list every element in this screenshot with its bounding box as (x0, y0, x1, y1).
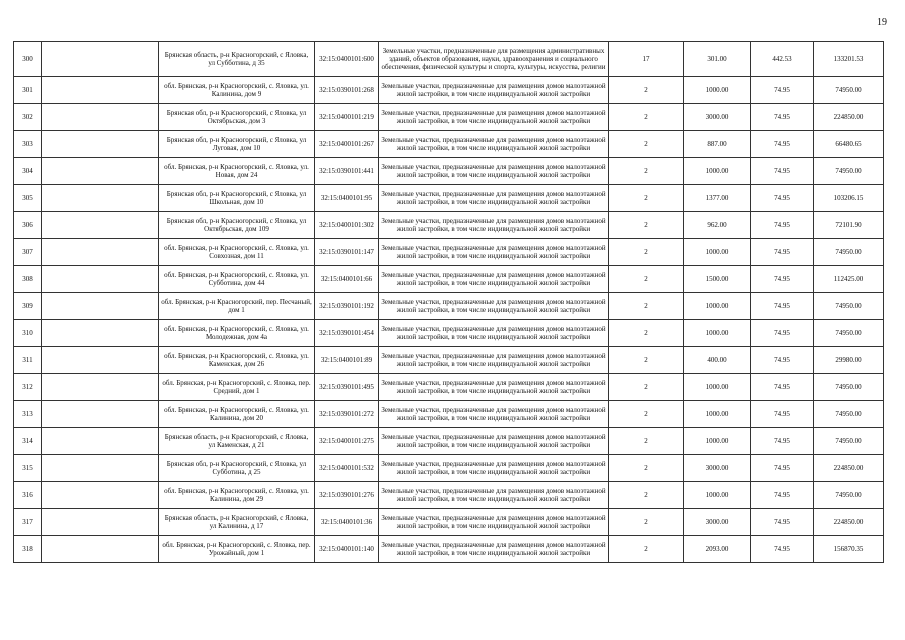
cadastral-number-cell: 32:15:0400101:275 (315, 428, 379, 455)
area-cell: 1000.00 (684, 239, 751, 266)
area-cell: 3000.00 (684, 104, 751, 131)
group-cell: 2 (609, 374, 684, 401)
table-row (14, 320, 884, 347)
group-cell: 2 (609, 320, 684, 347)
address-cell: Брянская обл, р-н Красногорский, с Яловка, ул Школьная, дом 10 (159, 185, 315, 212)
empty-cell (42, 42, 159, 77)
table-row (14, 185, 884, 212)
cadastral-value-cell: 74950.00 (814, 482, 884, 509)
land-use-cell: Земельные участки, предназначенные для размещения домов малоэтажной жилой застройки, в том числе индивидуальной жилой застройки (379, 455, 609, 482)
cadastral-value-cell: 29980.00 (814, 347, 884, 374)
table-row (14, 42, 884, 77)
empty-cell (42, 158, 159, 185)
group-cell: 2 (609, 77, 684, 104)
row-number: 312 (14, 374, 42, 401)
cadastral-number-cell: 32:15:0400101:267 (315, 131, 379, 158)
land-use-cell: Земельные участки, предназначенные для размещения домов малоэтажной жилой застройки, в том числе индивидуальной жилой застройки (379, 401, 609, 428)
area-cell: 1377.00 (684, 185, 751, 212)
area-cell: 2093.00 (684, 536, 751, 563)
specific-value-cell: 74.95 (751, 185, 814, 212)
land-use-cell: Земельные участки, предназначенные для размещения домов малоэтажной жилой застройки, в том числе индивидуальной жилой застройки (379, 239, 609, 266)
land-register-table (13, 41, 884, 563)
row-number: 309 (14, 293, 42, 320)
address-cell: Брянская обл, р-н Красногорский, с Яловка, ул Субботина, д 25 (159, 455, 315, 482)
land-use-cell: Земельные участки, предназначенные для размещения домов малоэтажной жилой застройки, в том числе индивидуальной жилой застройки (379, 104, 609, 131)
group-cell: 2 (609, 104, 684, 131)
row-number: 305 (14, 185, 42, 212)
land-use-cell: Земельные участки, предназначенные для размещения домов малоэтажной жилой застройки, в том числе индивидуальной жилой застройки (379, 428, 609, 455)
area-cell: 1000.00 (684, 428, 751, 455)
cadastral-value-cell: 74950.00 (814, 374, 884, 401)
table-row (14, 374, 884, 401)
address-cell: обл. Брянская, р-н Красногорский, с. Яловка, пер. Урожайный, дом 1 (159, 536, 315, 563)
specific-value-cell: 74.95 (751, 158, 814, 185)
cadastral-value-cell: 74950.00 (814, 239, 884, 266)
specific-value-cell: 74.95 (751, 347, 814, 374)
land-use-cell: Земельные участки, предназначенные для размещения домов малоэтажной жилой застройки, в том числе индивидуальной жилой застройки (379, 266, 609, 293)
land-use-cell: Земельные участки, предназначенные для размещения домов малоэтажной жилой застройки, в том числе индивидуальной жилой застройки (379, 131, 609, 158)
empty-cell (42, 320, 159, 347)
cadastral-number-cell: 32:15:0400101:532 (315, 455, 379, 482)
row-number: 315 (14, 455, 42, 482)
land-use-cell: Земельные участки, предназначенные для размещения домов малоэтажной жилой застройки, в том числе индивидуальной жилой застройки (379, 320, 609, 347)
specific-value-cell: 74.95 (751, 374, 814, 401)
row-number: 317 (14, 509, 42, 536)
specific-value-cell: 74.95 (751, 401, 814, 428)
row-number: 310 (14, 320, 42, 347)
group-cell: 2 (609, 401, 684, 428)
group-cell: 2 (609, 239, 684, 266)
cadastral-value-cell: 74950.00 (814, 77, 884, 104)
land-use-cell: Земельные участки, предназначенные для размещения домов малоэтажной жилой застройки, в том числе индивидуальной жилой застройки (379, 509, 609, 536)
area-cell: 1000.00 (684, 374, 751, 401)
land-use-cell: Земельные участки, предназначенные для размещения домов малоэтажной жилой застройки, в том числе индивидуальной жилой застройки (379, 536, 609, 563)
address-cell: обл. Брянская, р-н Красногорский, с. Яловка, ул. Новая, дом 24 (159, 158, 315, 185)
land-use-cell: Земельные участки, предназначенные для размещения административных зданий, объектов образования, науки, здравоохранения и социального обеспечения, физической культуры и спорта, культуры, искусства, религии (379, 42, 609, 77)
empty-cell (42, 77, 159, 104)
address-cell: обл. Брянская, р-н Красногорский, с. Яловка, ул. Каменская, дом 26 (159, 347, 315, 374)
row-number: 304 (14, 158, 42, 185)
table-row (14, 428, 884, 455)
cadastral-number-cell: 32:15:0390101:268 (315, 77, 379, 104)
cadastral-number-cell: 32:15:0390101:495 (315, 374, 379, 401)
cadastral-value-cell: 112425.00 (814, 266, 884, 293)
empty-cell (42, 212, 159, 239)
land-use-cell: Земельные участки, предназначенные для размещения домов малоэтажной жилой застройки, в том числе индивидуальной жилой застройки (379, 482, 609, 509)
group-cell: 2 (609, 266, 684, 293)
group-cell: 2 (609, 185, 684, 212)
cadastral-number-cell: 32:15:0390101:147 (315, 239, 379, 266)
specific-value-cell: 74.95 (751, 536, 814, 563)
empty-cell (42, 482, 159, 509)
land-use-cell: Земельные участки, предназначенные для размещения домов малоэтажной жилой застройки, в том числе индивидуальной жилой застройки (379, 293, 609, 320)
group-cell: 2 (609, 482, 684, 509)
table-row (14, 104, 884, 131)
group-cell: 2 (609, 347, 684, 374)
table-row (14, 158, 884, 185)
cadastral-number-cell: 32:15:0400101:140 (315, 536, 379, 563)
cadastral-value-cell: 224850.00 (814, 509, 884, 536)
specific-value-cell: 74.95 (751, 77, 814, 104)
table-row (14, 212, 884, 239)
row-number: 308 (14, 266, 42, 293)
row-number: 313 (14, 401, 42, 428)
group-cell: 2 (609, 212, 684, 239)
group-cell: 2 (609, 536, 684, 563)
page-number: 19 (877, 17, 887, 28)
table-row (14, 293, 884, 320)
cadastral-number-cell: 32:15:0390101:454 (315, 320, 379, 347)
table-row (14, 266, 884, 293)
cadastral-value-cell: 74950.00 (814, 158, 884, 185)
row-number: 318 (14, 536, 42, 563)
land-use-cell: Земельные участки, предназначенные для размещения домов малоэтажной жилой застройки, в том числе индивидуальной жилой застройки (379, 185, 609, 212)
address-cell: Брянская область, р-н Красногорский, с Яловка, ул Каменская, д 21 (159, 428, 315, 455)
cadastral-value-cell: 72101.90 (814, 212, 884, 239)
empty-cell (42, 239, 159, 266)
address-cell: обл. Брянская, р-н Красногорский, с. Яловка, ул. Субботина, дом 44 (159, 266, 315, 293)
address-cell: обл. Брянская, р-н Красногорский, пер. Песчаный, дом 1 (159, 293, 315, 320)
group-cell: 2 (609, 131, 684, 158)
land-use-cell: Земельные участки, предназначенные для размещения домов малоэтажной жилой застройки, в том числе индивидуальной жилой застройки (379, 374, 609, 401)
specific-value-cell: 74.95 (751, 320, 814, 347)
row-number: 303 (14, 131, 42, 158)
group-cell: 2 (609, 158, 684, 185)
area-cell: 301.00 (684, 42, 751, 77)
empty-cell (42, 185, 159, 212)
specific-value-cell: 74.95 (751, 455, 814, 482)
address-cell: Брянская обл, р-н Красногорский, с Яловка, ул Луговая, дом 10 (159, 131, 315, 158)
area-cell: 400.00 (684, 347, 751, 374)
table-body (14, 42, 884, 563)
address-cell: Брянская обл, р-н Красногорский, с Яловка, ул Октябрьская, дом 109 (159, 212, 315, 239)
row-number: 301 (14, 77, 42, 104)
land-use-cell: Земельные участки, предназначенные для размещения домов малоэтажной жилой застройки, в том числе индивидуальной жилой застройки (379, 347, 609, 374)
cadastral-number-cell: 32:15:0400101:302 (315, 212, 379, 239)
empty-cell (42, 347, 159, 374)
land-use-cell: Земельные участки, предназначенные для размещения домов малоэтажной жилой застройки, в том числе индивидуальной жилой застройки (379, 212, 609, 239)
empty-cell (42, 293, 159, 320)
table-row (14, 536, 884, 563)
specific-value-cell: 74.95 (751, 482, 814, 509)
cadastral-number-cell: 32:15:0400101:95 (315, 185, 379, 212)
empty-cell (42, 266, 159, 293)
cadastral-value-cell: 74950.00 (814, 428, 884, 455)
address-cell: обл. Брянская, р-н Красногорский, с. Яловка, ул. Калинина, дом 20 (159, 401, 315, 428)
specific-value-cell: 74.95 (751, 266, 814, 293)
group-cell: 2 (609, 455, 684, 482)
empty-cell (42, 401, 159, 428)
row-number: 302 (14, 104, 42, 131)
address-cell: обл. Брянская, р-н Красногорский, с. Яловка, ул. Совхозная, дом 11 (159, 239, 315, 266)
address-cell: Брянская область, р-н Красногорский, с Яловка, ул Субботина, д 35 (159, 42, 315, 77)
empty-cell (42, 455, 159, 482)
row-number: 316 (14, 482, 42, 509)
empty-cell (42, 131, 159, 158)
empty-cell (42, 509, 159, 536)
cadastral-number-cell: 32:15:0390101:192 (315, 293, 379, 320)
cadastral-number-cell: 32:15:0390101:441 (315, 158, 379, 185)
area-cell: 3000.00 (684, 509, 751, 536)
land-use-cell: Земельные участки, предназначенные для размещения домов малоэтажной жилой застройки, в том числе индивидуальной жилой застройки (379, 77, 609, 104)
cadastral-value-cell: 103206.15 (814, 185, 884, 212)
cadastral-number-cell: 32:15:0400101:600 (315, 42, 379, 77)
group-cell: 2 (609, 509, 684, 536)
cadastral-value-cell: 66480.65 (814, 131, 884, 158)
row-number: 307 (14, 239, 42, 266)
area-cell: 1000.00 (684, 77, 751, 104)
address-cell: обл. Брянская, р-н Красногорский, с. Яловка, ул. Калинина, дом 29 (159, 482, 315, 509)
address-cell: обл. Брянская, р-н Красногорский, с. Яловка, ул. Калинина, дом 9 (159, 77, 315, 104)
land-use-cell: Земельные участки, предназначенные для размещения домов малоэтажной жилой застройки, в том числе индивидуальной жилой застройки (379, 158, 609, 185)
cadastral-number-cell: 32:15:0400101:219 (315, 104, 379, 131)
table-row (14, 509, 884, 536)
cadastral-value-cell: 133201.53 (814, 42, 884, 77)
table-row (14, 239, 884, 266)
area-cell: 1500.00 (684, 266, 751, 293)
empty-cell (42, 428, 159, 455)
table-row (14, 131, 884, 158)
area-cell: 1000.00 (684, 401, 751, 428)
table-row (14, 77, 884, 104)
group-cell: 2 (609, 293, 684, 320)
specific-value-cell: 74.95 (751, 239, 814, 266)
specific-value-cell: 74.95 (751, 293, 814, 320)
cadastral-number-cell: 32:15:0400101:36 (315, 509, 379, 536)
table-row (14, 482, 884, 509)
specific-value-cell: 74.95 (751, 104, 814, 131)
specific-value-cell: 74.95 (751, 212, 814, 239)
cadastral-number-cell: 32:15:0390101:272 (315, 401, 379, 428)
area-cell: 1000.00 (684, 293, 751, 320)
address-cell: Брянская обл, р-н Красногорский, с Яловка, ул Октябрьская, дом 3 (159, 104, 315, 131)
cadastral-value-cell: 74950.00 (814, 401, 884, 428)
row-number: 300 (14, 42, 42, 77)
area-cell: 1000.00 (684, 320, 751, 347)
address-cell: Брянская область, р-н Красногорский, с Яловка, ул Калинина, д 17 (159, 509, 315, 536)
cadastral-number-cell: 32:15:0400101:66 (315, 266, 379, 293)
row-number: 311 (14, 347, 42, 374)
group-cell: 2 (609, 428, 684, 455)
empty-cell (42, 536, 159, 563)
table-row (14, 347, 884, 374)
cadastral-value-cell: 224850.00 (814, 455, 884, 482)
area-cell: 1000.00 (684, 158, 751, 185)
cadastral-number-cell: 32:15:0400101:89 (315, 347, 379, 374)
group-cell: 17 (609, 42, 684, 77)
area-cell: 962.00 (684, 212, 751, 239)
empty-cell (42, 374, 159, 401)
area-cell: 887.00 (684, 131, 751, 158)
specific-value-cell: 74.95 (751, 428, 814, 455)
empty-cell (42, 104, 159, 131)
address-cell: обл. Брянская, р-н Красногорский, с. Яловка, ул. Молодежная, дом 4а (159, 320, 315, 347)
table-row (14, 455, 884, 482)
cadastral-value-cell: 74950.00 (814, 320, 884, 347)
cadastral-value-cell: 74950.00 (814, 293, 884, 320)
cadastral-value-cell: 156870.35 (814, 536, 884, 563)
specific-value-cell: 74.95 (751, 131, 814, 158)
address-cell: обл. Брянская, р-н Красногорский, с. Яловка, пер. Средний, дом 1 (159, 374, 315, 401)
table-row (14, 401, 884, 428)
cadastral-value-cell: 224850.00 (814, 104, 884, 131)
area-cell: 3000.00 (684, 455, 751, 482)
row-number: 314 (14, 428, 42, 455)
area-cell: 1000.00 (684, 482, 751, 509)
specific-value-cell: 74.95 (751, 509, 814, 536)
cadastral-number-cell: 32:15:0390101:276 (315, 482, 379, 509)
specific-value-cell: 442.53 (751, 42, 814, 77)
row-number: 306 (14, 212, 42, 239)
